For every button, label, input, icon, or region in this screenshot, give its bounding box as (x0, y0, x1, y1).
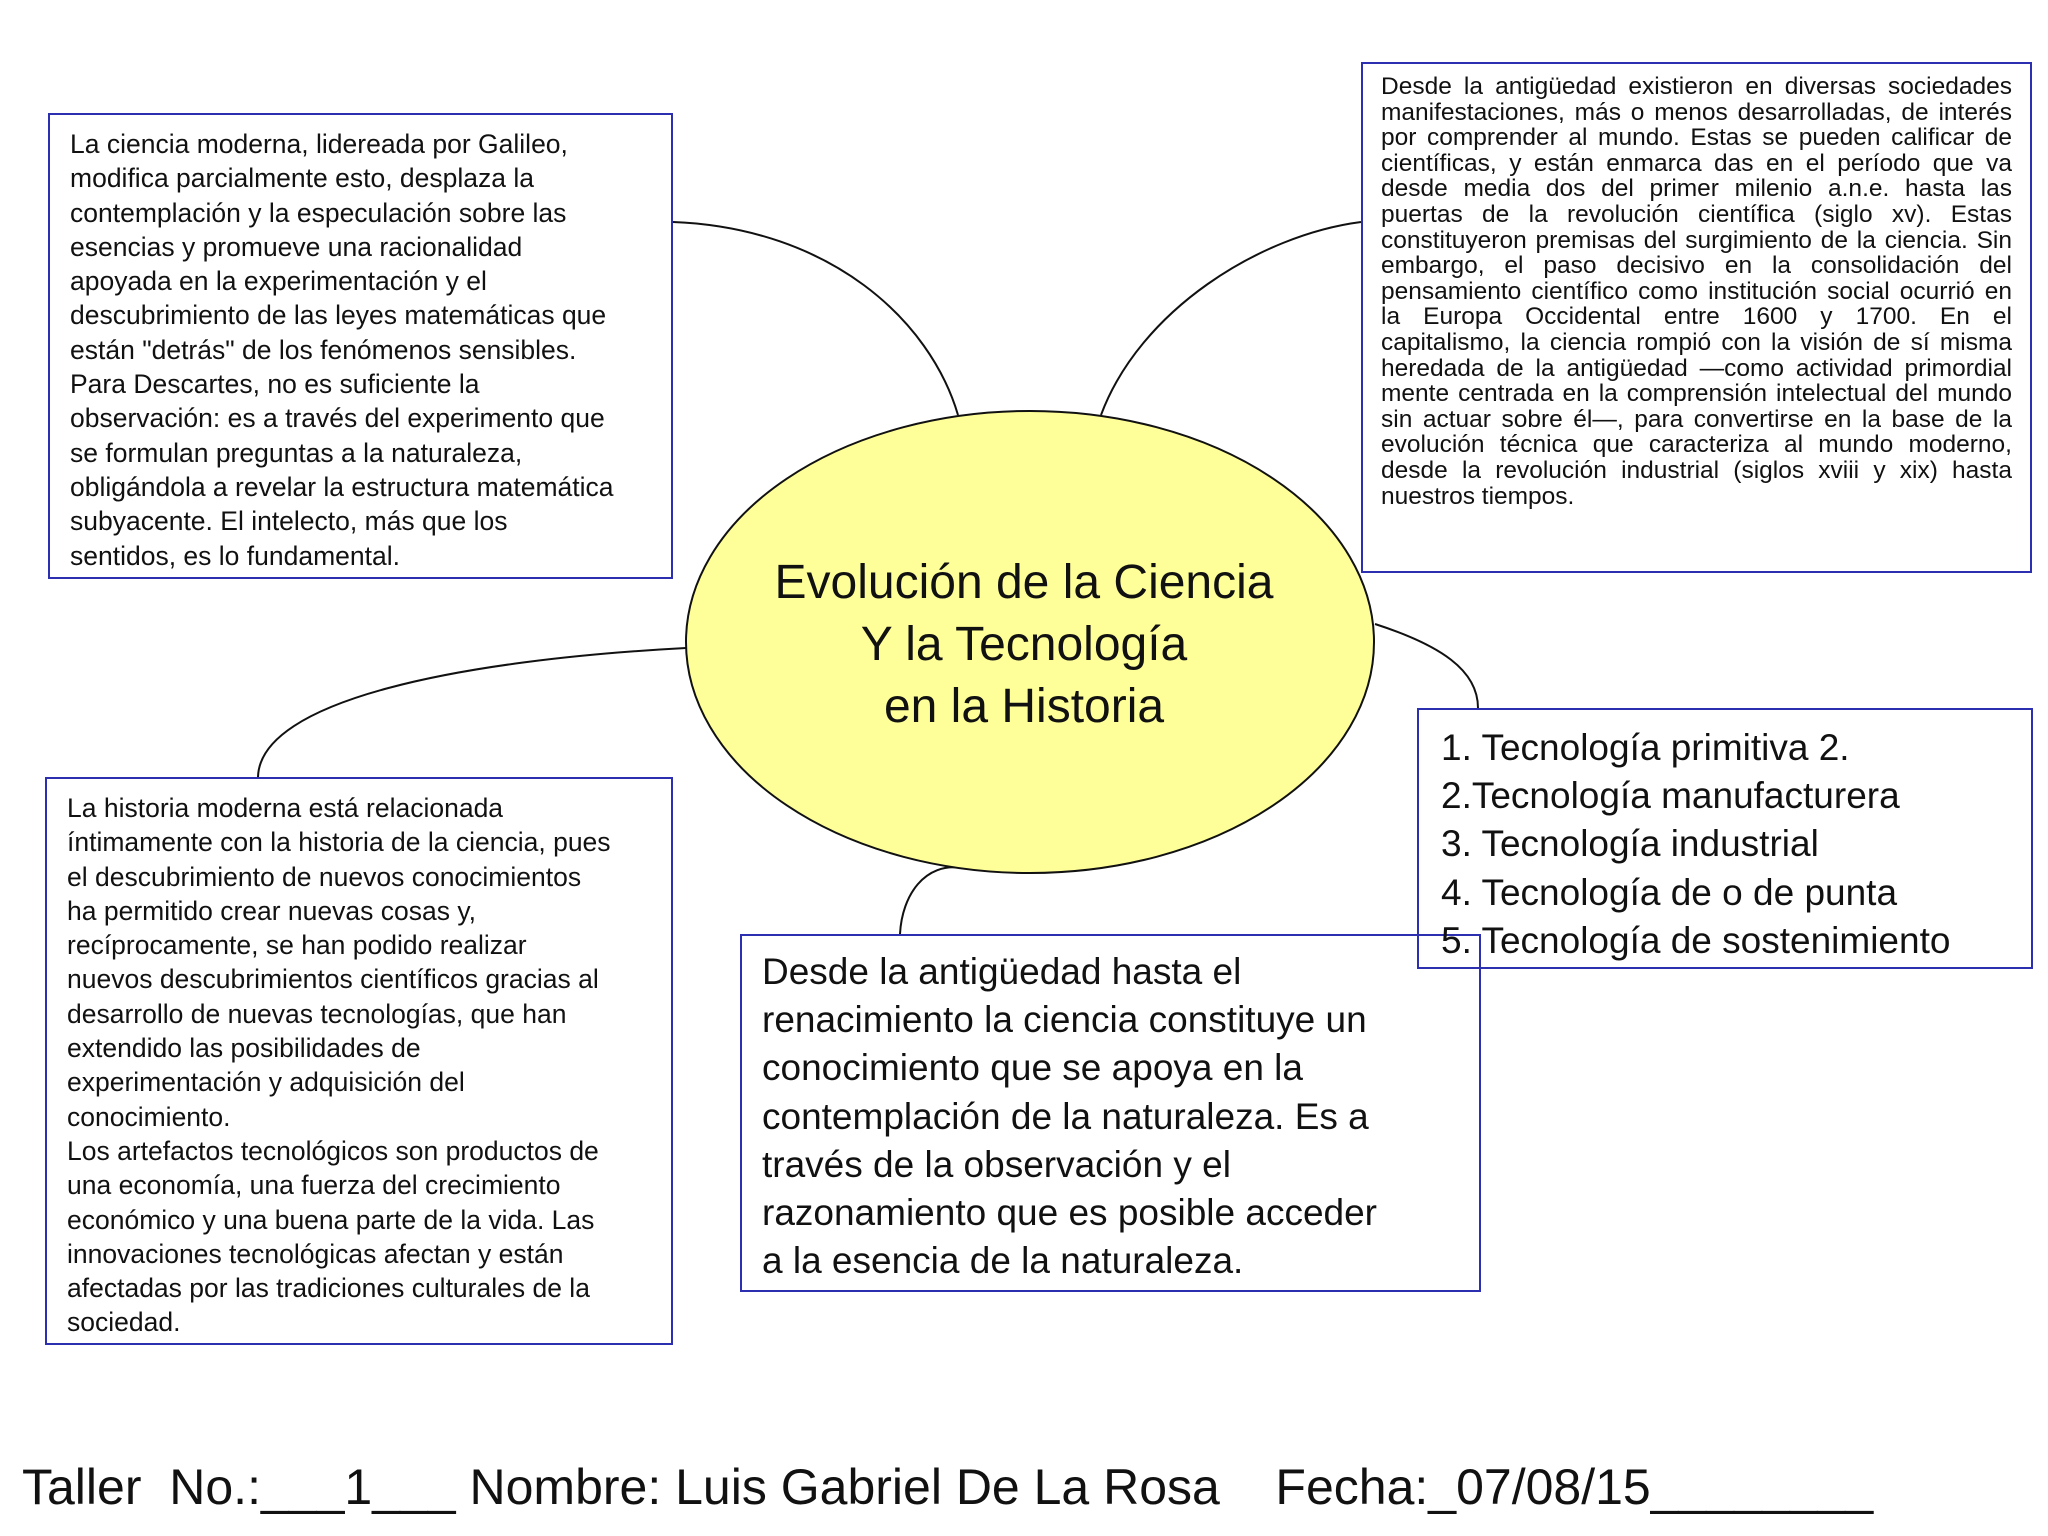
tecnologia-list-item: 4. Tecnología de o de punta (1441, 871, 1898, 913)
connector-bottom-center (900, 867, 962, 934)
central-title-line: Y la Tecnología (860, 618, 1188, 671)
box-historia-moderna-text: La historia moderna está relacionada íntimamente con la historia de la ciencia, pues el descubrimiento de nuevos conocimientos ha permitido crear nuevas cosas y, recíprocamente, se han podido realizar nuevos descubrimientos científicos gracias al desarrollo de nuevas tecnologías, que han extendido las posibilidades de experimentación y adquisición del conocimiento. Los artefactos tecnológicos son productos de una economía, una fuerza del crecimiento económico y una buena parte de la vida. Las innovaciones tecnológicas afectan y están afectadas por las tradiciones culturales de la sociedad. (67, 793, 611, 1338)
tecnologia-list-item: 5. Tecnología de sostenimiento (1441, 919, 1951, 961)
box-antiguedad-text: Desde la antigüedad existieron en diversas sociedades manifestaciones, más o menos desarrolladas, de interés por comprender al mundo. Estas se pueden calificar de científicas, y están enmarca das en el período que va desde media dos del primer milenio a.n.e. hasta las puertas de la revolución científica (siglo xv). Estas constituyeron premisas del surgimiento de la ciencia. Sin embargo, el paso decisivo en la consolidación del pensamiento científico como institución social ocurrió en la Europa Occidental entre 1600 y 1700. En el capitalismo, la ciencia rompió con la visión de sí misma heredada de la antigüedad —como actividad primordial mente centrada en la comprensión intelectual del mundo sin actuar sobre él—, para convertirse en la base de la evolución técnica que caracteriza al mundo moderno, desde la revolución industrial (siglos xviii y xix) hasta nuestros tiempos. (1381, 73, 2012, 510)
central-title (686, 552, 1362, 738)
connector-bottom-left (258, 648, 686, 777)
central-title-line: Evolución de la Ciencia (774, 556, 1274, 609)
tecnologia-list-item: 2.Tecnología manufacturera (1441, 775, 1900, 817)
connector-top-left (673, 222, 958, 415)
central-title-line: en la Historia (883, 680, 1165, 733)
tecnologia-list-item: 3. Tecnología industrial (1441, 823, 1819, 865)
connector-top-right (1101, 222, 1361, 415)
box-antiguedad (1361, 62, 2032, 573)
box-historia-moderna (45, 777, 673, 1345)
box-tipos-tecnologia (1417, 708, 2033, 969)
box-ciencia-moderna (48, 113, 673, 579)
box-antiguedad-renacimiento-text: Desde la antigüedad hasta el renacimiento la ciencia constituye un conocimiento que se apoya en la contemplación de la naturaleza. Es a través de la observación y el razonamiento que es posible acceder a la esencia de la naturaleza. (762, 951, 1377, 1282)
box-antiguedad-renacimiento (740, 934, 1481, 1292)
connector-right-list (1375, 624, 1478, 708)
box-ciencia-moderna-text: La ciencia moderna, lidereada por Galileo, modifica parcialmente esto, desplaza la contemplación y la especulación sobre las esencias y promueve una racionalidad apoyada en la experimentación y el descubrimiento de las leyes matemáticas que están "detrás" de los fenómenos sensibles. Para Descartes, no es suficiente la observación: es a través del experimento que se formulan preguntas a la naturaleza, obligándola a revelar la estructura matemática subyacente. El intelecto, más que los sentidos, es lo fundamental. (70, 129, 614, 571)
tecnologia-list-item: 1. Tecnología primitiva 2. (1441, 727, 1850, 768)
footer-info: Taller No.:___1___ Nombre: Luis Gabriel De La Rosa Fecha:_07/08/15________ (22, 1459, 1874, 1515)
